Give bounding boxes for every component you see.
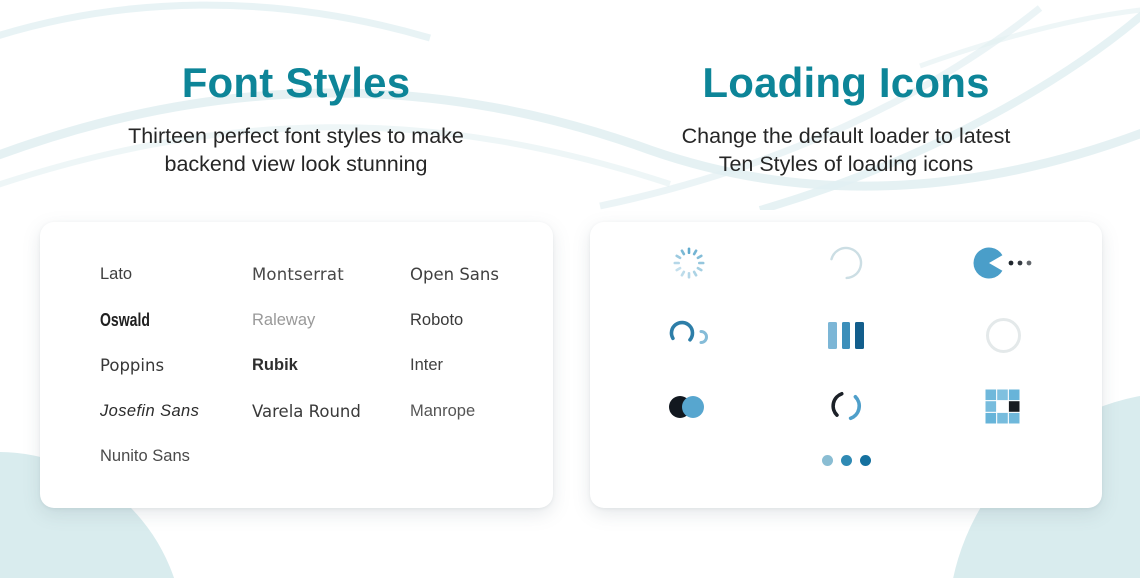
font-styles-card: [40, 222, 553, 508]
font-item-oswald: [100, 298, 252, 344]
font-item-josefin-sans: Josefin Sans: [100, 401, 200, 420]
font-item-varela-round: Varela Round: [252, 401, 361, 421]
font-styles-subtitle-line2: backend view look stunning: [164, 152, 428, 177]
font-styles-subtitle-line1: Thirteen perfect font styles to make: [128, 124, 464, 149]
font-item-inter: Inter: [410, 356, 444, 375]
loading-icons-subtitle-line1: Change the default loader to latest: [681, 124, 1011, 149]
font-item-montserrat: Montserrat: [252, 265, 344, 285]
loading-icons-card: [590, 222, 1102, 508]
font-item-raleway: Raleway: [252, 310, 316, 329]
font-item-lato: Lato: [100, 265, 133, 284]
font-styles-header: [26, 60, 566, 178]
overlap-circle-blue: [682, 396, 704, 418]
font-item-roboto: Roboto: [410, 310, 464, 329]
font-styles-subtitle: [26, 122, 566, 178]
loader-light-ring-icon: [925, 299, 1082, 371]
loader-overlapping-circles-icon: [610, 371, 767, 443]
font-item-oswald-label: Oswald: [100, 309, 150, 330]
font-item-nunito-sans: Nunito Sans: [100, 447, 190, 466]
loader-broken-ring-icon: [767, 371, 924, 443]
bar-dark: [855, 322, 864, 349]
dot-dark: [860, 455, 871, 466]
font-list: [40, 222, 553, 480]
loader-arc-spinner-icon: [767, 227, 924, 299]
loader-pacman-icon: [925, 227, 1082, 299]
dot-light: [822, 455, 833, 466]
loader-dual-arc-icon: [610, 299, 767, 371]
loader-dash-spinner-icon: [610, 227, 767, 299]
loader-cube-grid-icon: [925, 371, 1082, 443]
font-styles-title: Font Styles: [181, 59, 411, 106]
font-item-rubik: Rubik: [252, 356, 298, 375]
loading-icons-subtitle: [576, 122, 1116, 178]
font-item-poppins: Poppins: [100, 356, 165, 376]
loading-icons-header: [576, 60, 1116, 178]
bar-medium: [842, 322, 851, 349]
loader-three-dots-icon: [590, 455, 1102, 466]
bar-light: [828, 322, 837, 349]
loading-icons-subtitle-line2: Ten Styles of loading icons: [718, 152, 974, 177]
font-item-manrope: Manrope: [410, 401, 476, 420]
font-item-open-sans: Open Sans: [410, 265, 499, 285]
loader-list: [590, 222, 1102, 443]
loading-icons-title: Loading Icons: [702, 59, 990, 106]
loader-vertical-bars-icon: [767, 299, 924, 371]
dot-medium: [841, 455, 852, 466]
